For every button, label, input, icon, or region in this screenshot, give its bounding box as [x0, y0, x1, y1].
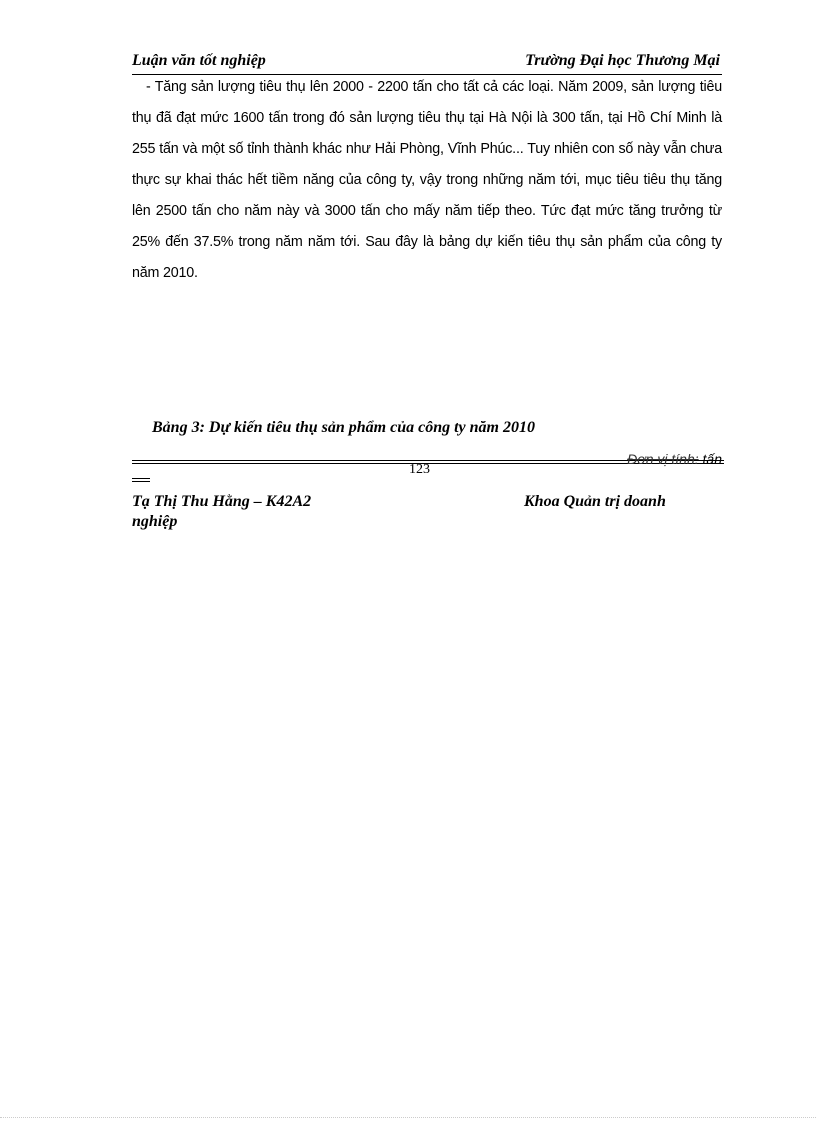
page-number: 123 [409, 462, 430, 477]
header-university-label: Trường Đại học Thương Mại [525, 52, 720, 69]
short-rule-top [132, 478, 150, 479]
unit-label-struck: Đơn vị tính: [627, 451, 699, 467]
footer-faculty: Khoa Quản trị doanh [524, 493, 666, 510]
footer-author: Tạ Thị Thu Hằng – K42A2 [132, 493, 312, 510]
unit-label [627, 451, 722, 467]
body-paragraph-text: - Tăng sản lượng tiêu thụ lên 2000 - 2200 tấn cho tất cả các loại. Năm 2009, sản lượng tiêu thụ đã đạt mức 1600 tấn trong đó sản lượng tiêu thụ tại Hà Nội là 300 tấn, tại Hồ Chí Minh là 255 tấn và một số tỉnh thành khác như Hải Phòng, Vĩnh Phúc... Tuy nhiên con số này vẫn chưa thực sự khai thác hết tiềm năng của công ty, vậy trong những năm tới, mục tiêu tiêu thụ tăng lên 2500 tấn cho năm này và 3000 tấn cho mấy năm tiếp theo. Tức đạt mức tăng trưởng từ 25% đến 37.5% trong năm năm tới. Sau đây là bảng dự kiến tiêu thụ sản phẩm của công ty năm 2010. [132, 79, 722, 281]
table-caption: Bảng 3: Dự kiến tiêu thụ sản phẩm của công ty năm 2010 [152, 419, 535, 436]
body-paragraph [132, 72, 722, 289]
footer-faculty-wrap: nghiệp [132, 513, 178, 530]
unit-label-value: tấn [698, 451, 722, 467]
page-bottom-border [0, 1117, 816, 1118]
short-rule-bottom [132, 481, 150, 482]
header-thesis-label: Luận văn tốt nghiệp [132, 52, 266, 69]
